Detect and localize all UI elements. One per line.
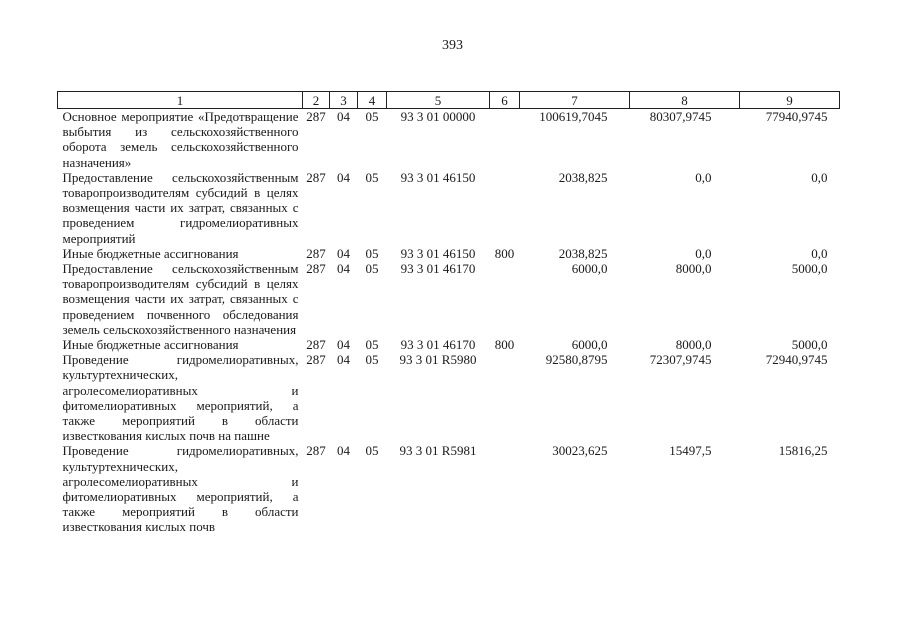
row-amount-year2: 8000,0 [675, 337, 712, 353]
row-ministry: 287 [306, 443, 326, 459]
row-section: 04 [337, 245, 350, 261]
row-target-article: 93 3 01 46150 [400, 169, 476, 185]
row-expense-type: 800 [494, 337, 515, 353]
row-amount-year2: 15497,5 [669, 443, 712, 459]
row-name: Иные бюджетные ассигнования [62, 245, 239, 261]
row-expense-type [490, 261, 520, 337]
row-name: Проведение гидромелиоративных, культуртехнических, агролесомелиоративных и фитомелиоративных мероприятий, а также мероприятий в области известкования кислых почв на пашне [62, 352, 299, 444]
table-row [58, 443, 840, 534]
header-col-6: 6 [490, 92, 520, 109]
row-amount-year2: 0,0 [695, 245, 712, 261]
row-subsection: 05 [365, 261, 379, 277]
row-ministry: 287 [306, 352, 326, 368]
row-amount-year1: 92580,8795 [545, 352, 608, 368]
row-target-article: 93 3 01 R5980 [399, 352, 477, 368]
row-ministry: 287 [306, 169, 326, 185]
row-amount-year3: 5000,0 [791, 261, 828, 277]
table-header [58, 92, 840, 109]
table-body [58, 109, 840, 535]
row-name: Предоставление сельскохозяйственным товаропроизводителям субсидий в целях возмещения части их затрат, связанных с проведением гидромелиоративных мероприятий [62, 169, 299, 246]
row-amount-year1: 100619,7045 [539, 109, 608, 124]
row-amount-year2: 8000,0 [675, 261, 712, 277]
table-row [58, 337, 840, 352]
row-amount-year3: 15816,25 [778, 443, 828, 459]
row-expense-type [490, 443, 520, 534]
row-section: 04 [337, 261, 350, 277]
row-amount-year1: 2038,825 [558, 245, 608, 261]
row-target-article: 93 3 01 46150 [400, 245, 476, 261]
row-section: 04 [337, 109, 350, 124]
row-name: Иные бюджетные ассигнования [62, 337, 239, 353]
table-row [58, 246, 840, 261]
row-expense-type [490, 109, 520, 170]
page-number: 393 [442, 38, 463, 53]
header-col-9: 9 [740, 92, 840, 109]
table-row [58, 261, 840, 337]
header-col-4: 4 [358, 92, 387, 109]
row-section: 04 [337, 337, 350, 353]
row-ministry: 287 [306, 337, 326, 353]
row-amount-year2: 0,0 [695, 169, 712, 185]
row-name: Предоставление сельскохозяйственным товаропроизводителям субсидий в целях возмещения части их затрат, связанных с проведением почвенного обследования земель сельскохозяйственного назначения [62, 261, 299, 337]
header-row [58, 92, 840, 109]
table-row [58, 352, 840, 443]
row-expense-type [490, 170, 520, 246]
row-ministry: 287 [306, 109, 326, 124]
row-amount-year3: 5000,0 [791, 337, 828, 353]
row-amount-year3: 0,0 [811, 245, 828, 261]
row-name: Проведение гидромелиоративных, культуртехнических, агролесомелиоративных и фитомелиоративных мероприятий, а также мероприятий в области известкования кислых почв [62, 443, 299, 535]
row-amount-year1: 6000,0 [571, 261, 608, 277]
row-section: 04 [337, 352, 350, 368]
row-subsection: 05 [365, 337, 379, 353]
row-section: 04 [337, 443, 350, 459]
table-row [58, 170, 840, 246]
row-target-article: 93 3 01 46170 [400, 337, 476, 353]
row-amount-year1: 6000,0 [571, 337, 608, 353]
row-amount-year3: 77940,9745 [765, 109, 828, 124]
row-subsection: 05 [365, 443, 379, 459]
row-amount-year1: 2038,825 [558, 169, 608, 185]
header-col-8: 8 [630, 92, 740, 109]
row-name: Основное мероприятие «Предотвращение выбытия из сельскохозяйственного оборота земель сельскохозяйственного назначения» [62, 109, 299, 170]
row-amount-year3: 0,0 [811, 169, 828, 185]
row-ministry: 287 [306, 261, 326, 277]
row-amount-year3: 72940,9745 [765, 352, 828, 368]
row-target-article: 93 3 01 00000 [400, 109, 476, 124]
row-subsection: 05 [365, 169, 379, 185]
header-col-5: 5 [387, 92, 490, 109]
row-amount-year2: 80307,9745 [649, 109, 712, 124]
row-target-article: 93 3 01 R5981 [399, 443, 477, 459]
row-ministry: 287 [306, 245, 326, 261]
header-col-3: 3 [330, 92, 358, 109]
row-expense-type: 800 [494, 245, 515, 261]
row-subsection: 05 [365, 245, 379, 261]
header-col-7: 7 [520, 92, 630, 109]
row-amount-year1: 30023,625 [552, 443, 608, 459]
row-target-article: 93 3 01 46170 [400, 261, 476, 277]
header-col-1: 1 [58, 92, 303, 109]
row-subsection: 05 [365, 352, 379, 368]
row-amount-year2: 72307,9745 [649, 352, 712, 368]
row-section: 04 [337, 169, 350, 185]
row-subsection: 05 [365, 109, 379, 124]
header-col-2: 2 [303, 92, 330, 109]
row-expense-type [490, 352, 520, 443]
budget-table [57, 91, 840, 535]
table-row [58, 109, 840, 170]
